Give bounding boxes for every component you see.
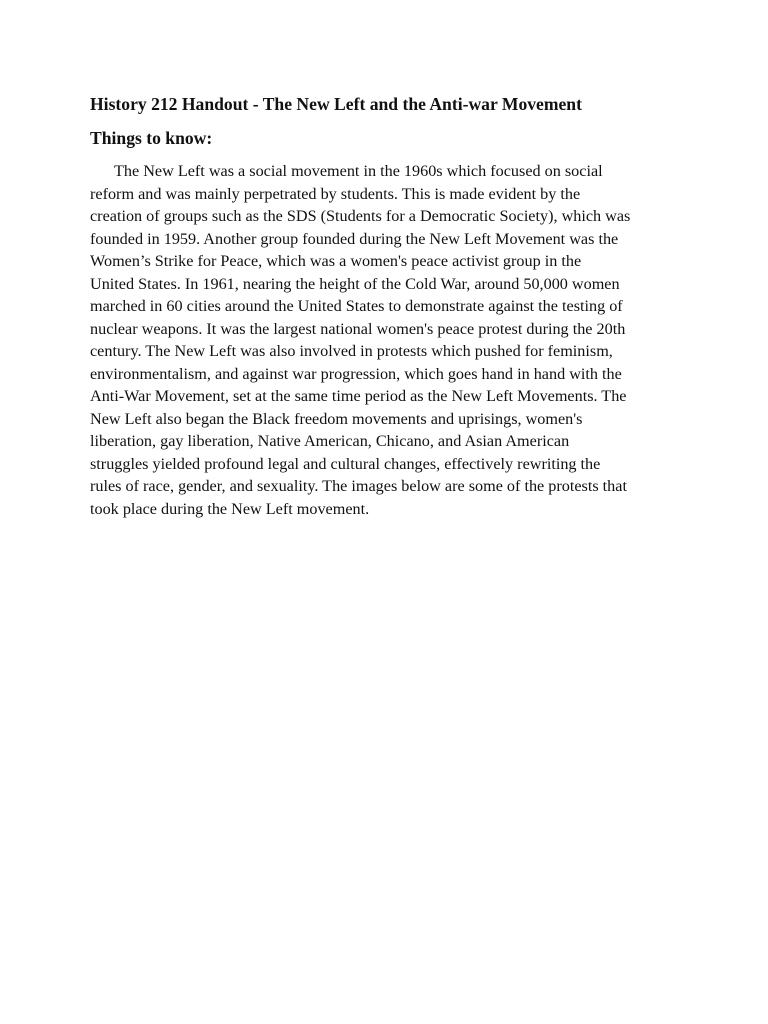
document-title: History 212 Handout - The New Left and the Anti-war Movement [90, 94, 582, 114]
paragraph-line: founded in 1959. Another group founded during the New Left Movement was the [90, 229, 619, 248]
paragraph-line: nuclear weapons. It was the largest national women's peace protest during the 20th [90, 319, 626, 338]
paragraph-line: marched in 60 cities around the United States to demonstrate against the testing of [90, 297, 623, 315]
paragraph-line: liberation, gay liberation, Native American, Chicano, and Asian American [90, 432, 570, 450]
paragraph-line: environmentalism, and against war progression, which goes hand in hand with the [90, 364, 622, 383]
paragraph-line: New Left also began the Black freedom movements and uprisings, women's [90, 409, 583, 428]
paragraph-line: century. The New Left was also involved in protests which pushed for feminism, [90, 342, 613, 360]
paragraph-line: The New Left was a social movement in the 1960s which focused on social [114, 162, 603, 180]
paragraph-line: reform and was mainly perpetrated by students. This is made evident by the [90, 184, 581, 203]
paragraph-line: United States. In 1961, nearing the height of the Cold War, around 50,000 women [90, 274, 620, 293]
paragraph-line: Anti-War Movement, set at the same time period as the New Left Movements. The [90, 387, 627, 405]
body-paragraph [90, 160, 690, 520]
paragraph-line: took place during the New Left movement. [90, 499, 370, 518]
paragraph-line: rules of race, gender, and sexuality. The images below are some of the protests that [90, 477, 627, 495]
document-page [90, 92, 690, 520]
paragraph-line: struggles yielded profound legal and cultural changes, effectively rewriting the [90, 454, 601, 473]
section-heading: Things to know: [90, 128, 213, 148]
paragraph-line: Women’s Strike for Peace, which was a women's peace activist group in the [90, 252, 582, 270]
paragraph-line: creation of groups such as the SDS (Students for a Democratic Society), which was [90, 207, 631, 225]
